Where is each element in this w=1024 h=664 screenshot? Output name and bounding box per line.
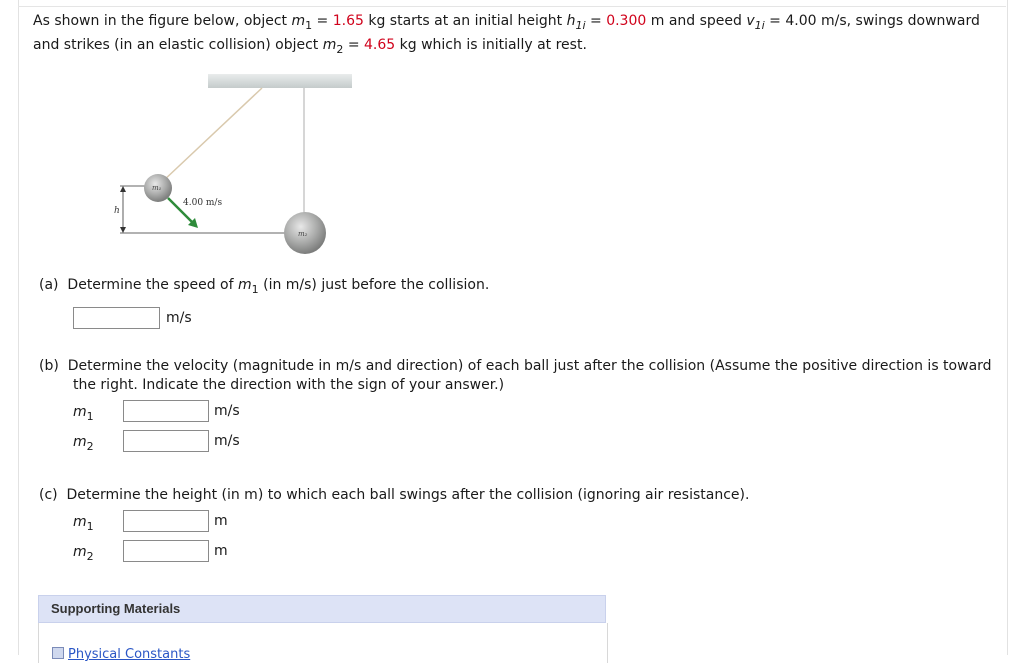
part-c-question bbox=[39, 486, 749, 504]
physical-constants-link[interactable]: Physical Constants bbox=[68, 647, 191, 662]
part-c-m2-height-input[interactable] bbox=[123, 540, 209, 562]
part-b-question-line-2: the right. Indicate the direction with the sign of your answer.) bbox=[73, 377, 505, 393]
part-a-speed-input[interactable] bbox=[73, 307, 160, 329]
part-a-text: Determine the speed of bbox=[67, 277, 239, 293]
problem-text: As shown in the figure below, object bbox=[33, 13, 292, 29]
m2-value: 4.65 bbox=[364, 37, 396, 53]
part-c-m2-unit: m bbox=[214, 543, 228, 559]
part-c-m1-unit: m bbox=[214, 513, 228, 529]
part-a-unit: m/s bbox=[166, 310, 192, 326]
part-a-question bbox=[39, 276, 489, 294]
height-arrow-up bbox=[120, 186, 126, 192]
problem-text: kg which is initially at rest. bbox=[395, 37, 587, 53]
document-icon bbox=[52, 647, 64, 659]
m1-subscript: 1 bbox=[86, 410, 94, 423]
problem-line-1 bbox=[33, 12, 980, 30]
problem-text: and strikes (in an elastic collision) object bbox=[33, 37, 323, 53]
ceiling-support bbox=[208, 74, 352, 88]
m2-subscript: 2 bbox=[86, 440, 94, 453]
speed-label: 4.00 m/s bbox=[183, 198, 223, 208]
part-b-m1-velocity-input[interactable] bbox=[123, 400, 209, 422]
equals: = bbox=[312, 13, 333, 29]
m1-symbol: m bbox=[291, 13, 306, 29]
v-subscript: 1i bbox=[754, 19, 765, 32]
pendulum-figure bbox=[100, 70, 360, 270]
h-value: 0.300 bbox=[606, 13, 647, 29]
top-divider bbox=[18, 6, 1006, 7]
supporting-materials-header bbox=[38, 595, 606, 623]
problem-text: kg starts at an initial height bbox=[363, 13, 567, 29]
ball-m2-label: m₂ bbox=[298, 230, 308, 238]
height-arrow-down bbox=[120, 227, 126, 233]
part-a-text: (in m/s) just before the collision. bbox=[258, 277, 490, 293]
part-c-m1-height-input[interactable] bbox=[123, 510, 209, 532]
part-c-m2-label bbox=[73, 542, 94, 562]
m2-subscript: 2 bbox=[86, 550, 94, 563]
h-subscript: 1i bbox=[575, 19, 586, 32]
height-label: h bbox=[114, 206, 120, 216]
problem-line-2 bbox=[33, 36, 587, 54]
m2-symbol: m bbox=[322, 37, 337, 53]
supporting-materials-title: Supporting Materials bbox=[51, 601, 181, 616]
m1-subscript: 1 bbox=[251, 283, 259, 296]
m1-subscript: 1 bbox=[305, 19, 313, 32]
m1-value: 1.65 bbox=[332, 13, 364, 29]
m2-symbol: m bbox=[73, 434, 87, 450]
part-b-text: Determine the velocity (magnitude in m/s and direction) of each ball just after the collision (Assume the positive direction is toward bbox=[67, 358, 992, 374]
v-symbol: v bbox=[746, 13, 755, 29]
part-c-tag: (c) bbox=[39, 487, 58, 503]
m1-symbol: m bbox=[73, 514, 87, 530]
problem-text: = 4.00 m/s, swings downward bbox=[764, 13, 980, 29]
m1-symbol: m bbox=[238, 277, 252, 293]
part-a-tag: (a) bbox=[39, 277, 59, 293]
equals: = bbox=[585, 13, 607, 29]
ball-m1-label: m₁ bbox=[152, 184, 162, 192]
part-b-m1-unit: m/s bbox=[214, 403, 240, 419]
part-b-m2-label bbox=[73, 432, 94, 452]
problem-text: m and speed bbox=[646, 13, 747, 29]
part-c-m1-label bbox=[73, 512, 94, 532]
m1-subscript: 1 bbox=[86, 520, 94, 533]
part-c-text: Determine the height (in m) to which each ball swings after the collision (ignoring air resistance). bbox=[66, 487, 750, 503]
part-b-tag: (b) bbox=[39, 358, 59, 374]
string-m1 bbox=[162, 88, 262, 182]
h-symbol: h bbox=[566, 13, 576, 29]
part-b-question-line-1 bbox=[39, 357, 992, 375]
part-b-m2-velocity-input[interactable] bbox=[123, 430, 209, 452]
part-b-m2-unit: m/s bbox=[214, 433, 240, 449]
equals: = bbox=[343, 37, 365, 53]
part-b-m1-label bbox=[73, 402, 94, 422]
m2-symbol: m bbox=[73, 544, 87, 560]
m2-subscript: 2 bbox=[336, 43, 344, 56]
m1-symbol: m bbox=[73, 404, 87, 420]
